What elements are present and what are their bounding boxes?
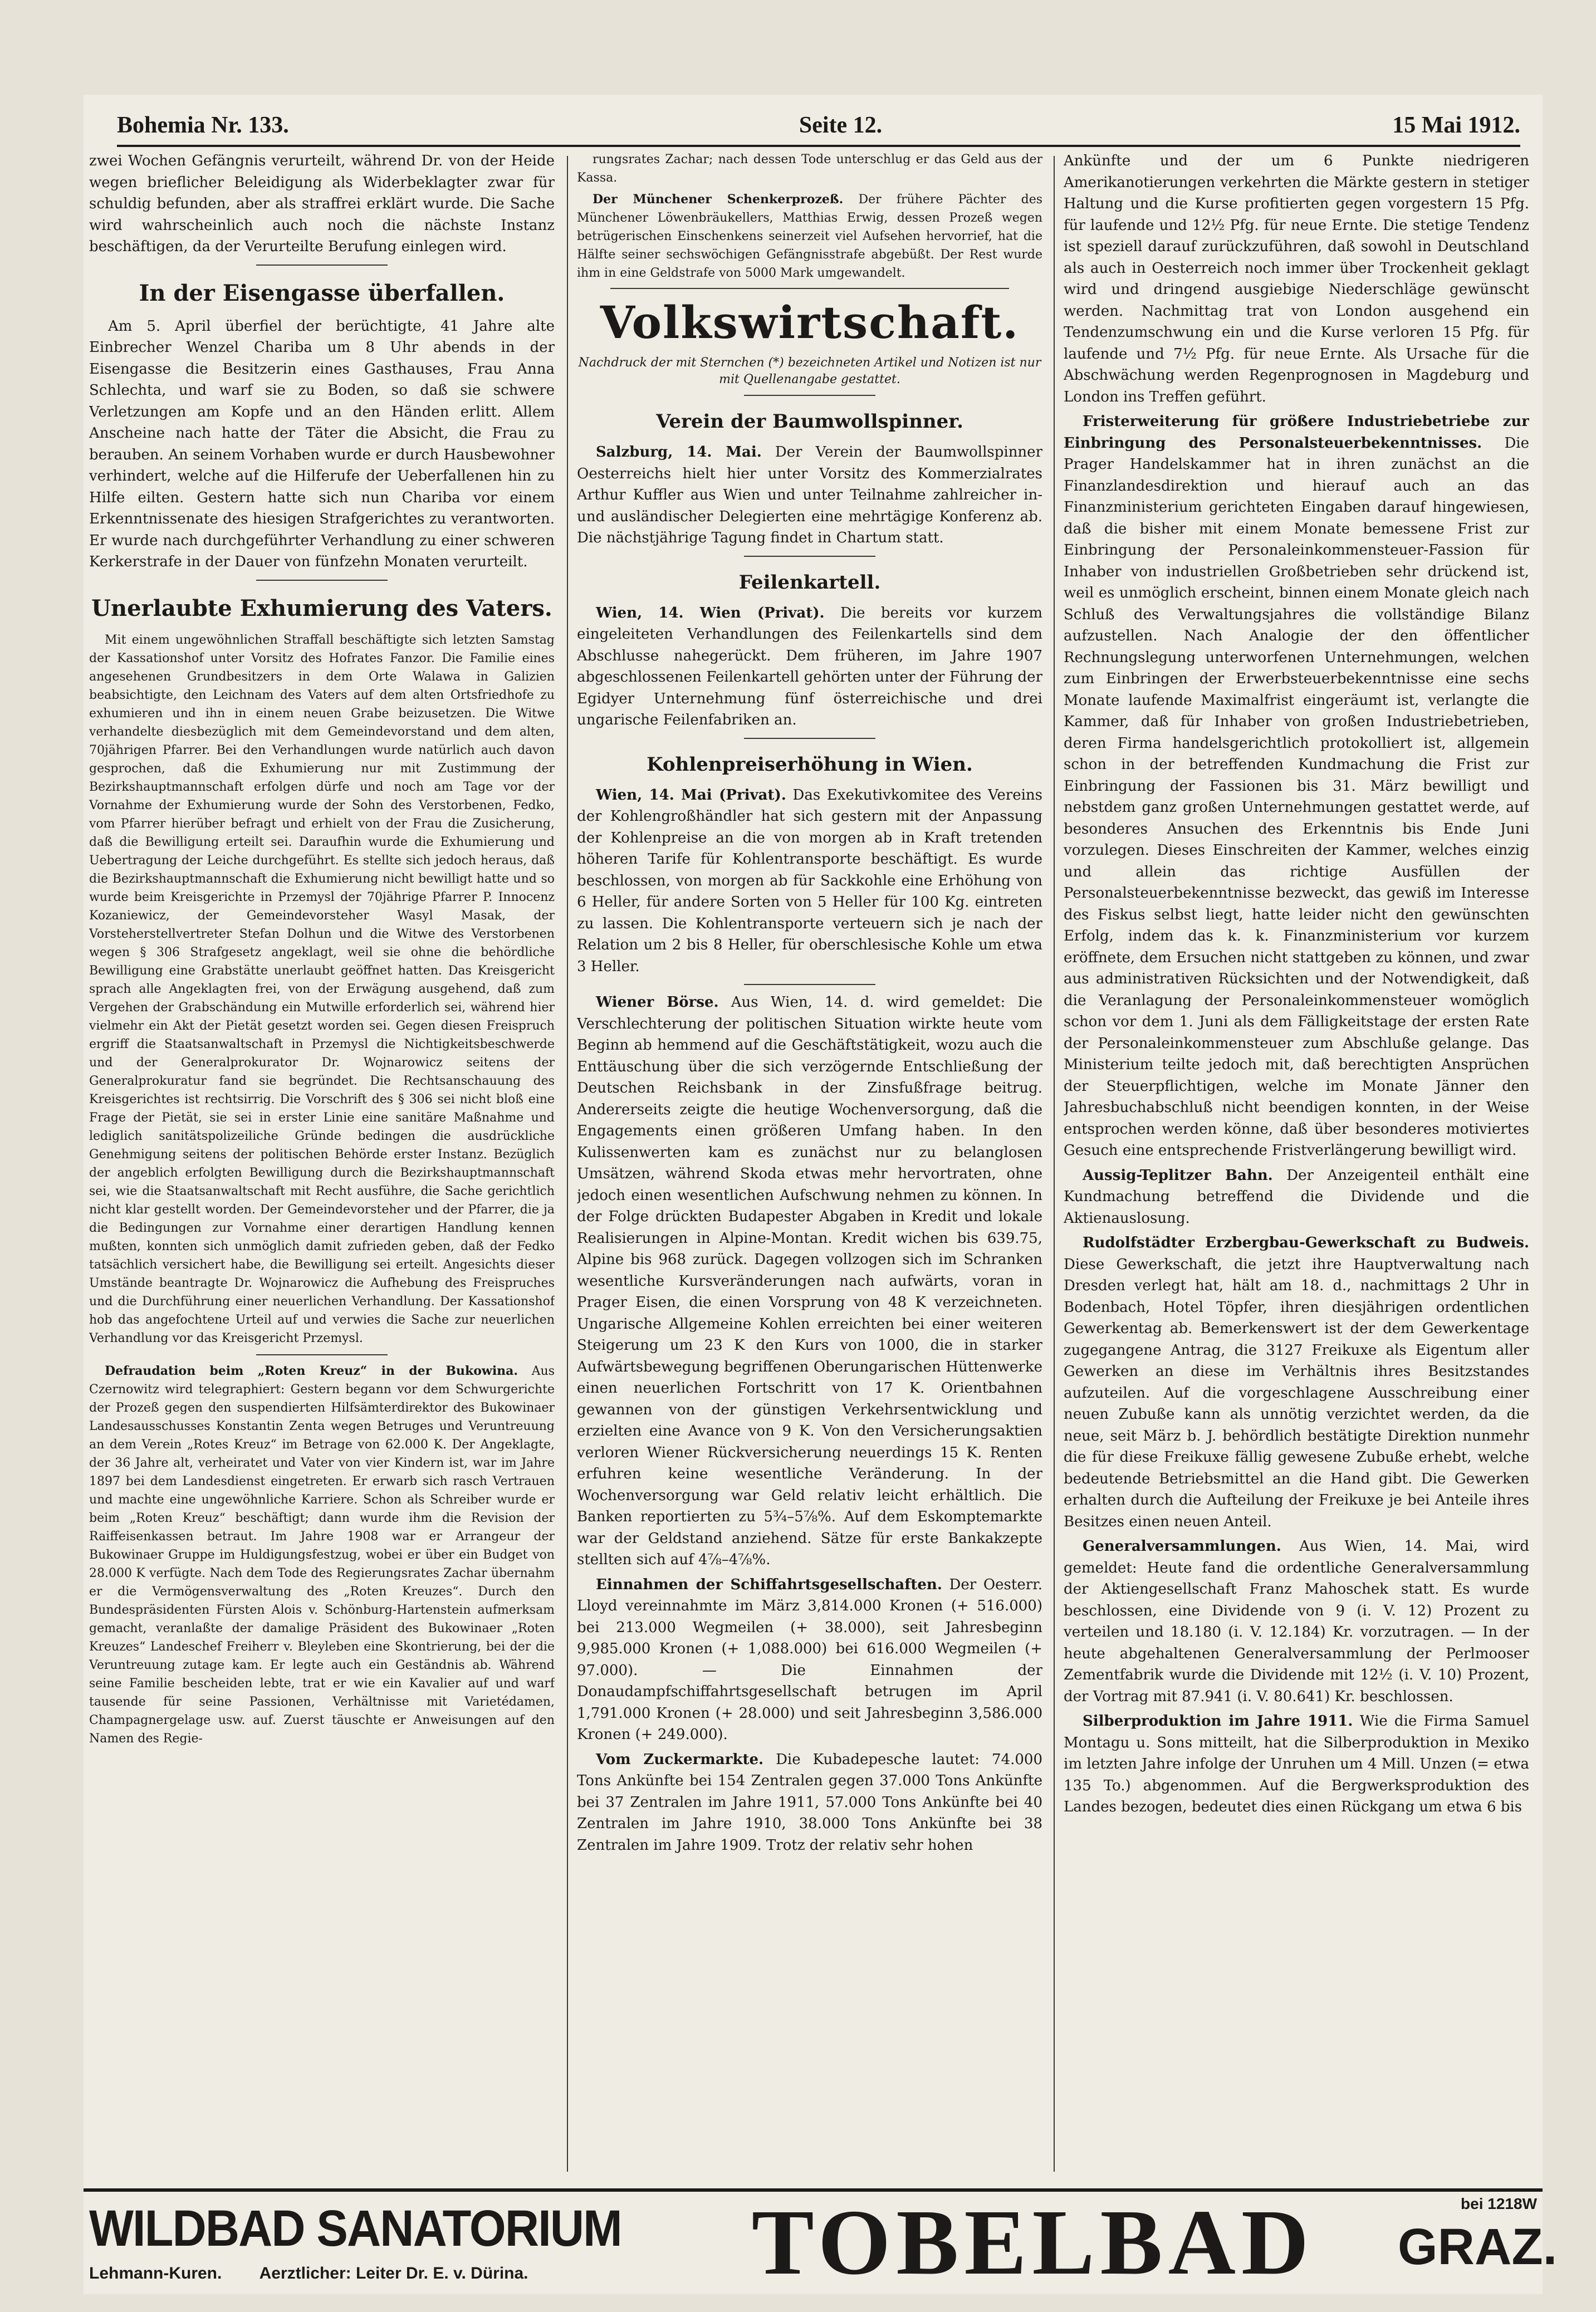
issue-number: Bohemia Nr. 133. <box>117 112 289 138</box>
article-paragraph <box>577 603 1042 731</box>
column-1 <box>89 150 555 2177</box>
section-rule <box>744 738 875 739</box>
article-paragraph <box>577 785 1042 978</box>
article-paragraph <box>89 1362 555 1748</box>
runin-heading: Silberproduktion im Jahre 1911. <box>1083 1713 1353 1730</box>
column-2 <box>577 150 1042 2177</box>
article-text: Diese Gewerkschaft, die jetzt ihre Hauptverwaltung nach Dresden verlegt hat, hält am 18. d., nachmittags 2 Uhr in Bodenbach, Hotel Töpfer, ihren diesjährigen ordentlichen Gewerkentag ab. Bemerkenswert ist der dem Gewerkentage zugegangene Antrag, die 3127 Freikuxe als Eigentum aller Gewerken an diese im Verhältnis ihres Besitzstandes aufzuteilen. Auf die vorgeschlagene Ausschreibung einer neuen Zubuße kann als unnötig verzichtet werden, da die neue, seit März b. J. behördlich bestätigte Direktion nunmehr die für diese Freikuxe fällig gewesene Zubuße erhebt, welche bedeutende Betriebsmittel an die Hand gibt. Die Gewerken erhalten durch die Aufteilung der Freikuxe je bei Anteile ihres Besitzes einen neuen Anteil. <box>1064 1256 1529 1530</box>
ad-medical-director: Aerztlicher: Leiter Dr. E. v. Dürina. <box>259 2264 528 2282</box>
ad-location-block <box>1398 2195 1558 2277</box>
dateline: Wien, 14. Wien (Privat). <box>596 604 825 621</box>
runin-heading: Wiener Börse. <box>596 994 719 1011</box>
article-paragraph <box>1064 1536 1529 1707</box>
runin-heading: Fristerweiterung für größere Industriebetriebe zur Einbringung des Personalsteuerbekenntnisses. <box>1064 413 1529 452</box>
section-title: Volkswirtschaft. <box>600 296 1020 349</box>
article-paragraph <box>577 1574 1042 1746</box>
article-text: Wie die Firma Samuel Montagu u. Sons mitteilt, hat die Silberproduktion in Mexiko im letzten Jahre infolge der Unruhen um 4 Mill. Unzen (= etwa 135 To.) abgenommen. Auf die Bergwerksproduktion des Landes bezogen, bedeutet dies einen Rückgang um etwa 6 bis <box>1064 1713 1529 1815</box>
article-paragraph <box>577 442 1042 549</box>
article-heading: In der Eisengasse überfallen. <box>139 280 505 306</box>
runin-heading: Einnahmen der Schiffahrtsgesellschaften. <box>596 1576 942 1593</box>
ad-sanatorium-title: WILDBAD SANATORIUM <box>89 2200 621 2257</box>
article-continuation: rungsrates Zachar; nach dessen Tode unterschlug er das Geld aus der Kassa. <box>577 153 1042 185</box>
article-text: Aus Czernowitz wird telegraphiert: Gestern begann vor dem Schwurgerichte der Prozeß gegen den suspendierten Hilfsämterdirektor des Bukowinaer Landesausschusses Konstantin Zenta wegen Betruges und Veruntreuung an dem Verein „Rotes Kreuz“ im Betrage von 62.000 K. Der Angeklagte, der 36 Jahre alt, verheiratet und Vater von vier Kindern ist, war im Jahre 1897 bei dem Landesdienst eingetreten. Er erwarb sich rasch Vertrauen und machte eine ungewöhnliche Karriere. Schon als Schreiber wurde er beim „Roten Kreuz“ beschäftigt; dann wurde ihm die Revision der Raiffeisenkassen betraut. Im Jahre 1908 war er Arrangeur der Bukowinaer Gruppe im Huldigungsfestzug, wobei er über ein Budget von 28.000 K verfügte. Nach dem Tode des Regierungsrates Zachar übernahm er die Vermögensverwaltung des „Roten Kreuzes“. Durch den Bundespräsidenten Fürsten Alois v. Schönburg-Hartenstein aufmerksam gemacht, veranlaßte der damalige Präsident des Bukowinaer „Roten Kreuzes“ Landeschef Freiherr v. Bleyleben eine Skontrierung, bei der die Veruntreuung zutage kam. Er legte auch ein Geständnis ab. Während seine Familie bescheiden lebte, trat er wie ein Kavalier auf und warf tausende für seine Passionen, Verhältnisse mit Varietédamen, Champagnergelage usw. auf. Zuerst täuschte er Anweisungen auf den Namen des Regie- <box>89 1364 555 1746</box>
article-paragraph <box>1064 1711 1529 1818</box>
section-rule <box>256 264 388 266</box>
ad-code: bei 1218W <box>1461 2195 1537 2212</box>
article-paragraph: Mit einem ungewöhnlichen Straffall beschäftigte sich letzten Samstag der Kassationshof unter Vorsitz des Hofrates Fanzor. Die Familie eines angesehenen Grundbesitzers in dem Orte Walawa in Galizien beabsichtigte, den Leichnam des Vaters auf dem alten Ortsfriedhofe zu exhumieren und ihn in einem neuen Grabe beizusetzen. Die Witwe verhandelte diesbezüglich mit dem Gemeindevorstand und dem alten, 70jährigen Pfarrer. Bei den Verhandlungen wurde natürlich auch davon gesprochen, daß die Exhumierung nur mit Zustimmung der Bezirkshauptmannschaft erfolgen dürfe und noch am Tage vor der Vornahme der Exhumierung wurde der Sohn des Verstorbenen, Fedko, vom Pfarrer hierüber befragt und erhielt von der Frau die Zusicherung, daß die Bewilligung erteilt sei. Daraufhin wurde die Exhumierung und Uebertragung der Leiche durchgeführt. Es stellte sich jedoch heraus, daß die Bezirkshauptmannschaft die Exhumierung nicht bewilligt hatte und so wurde beim Kreisgerichte in Przemysl der 70jährige Pfarrer P. Innocenz Kozaniewicz, der Gemeindevorsteher Wasyl Masak, der Vorsteherstellvertreter Stefan Dolhun und die Witwe des Verstorbenen wegen § 306 Strafgesetz angeklagt, weil sie ohne die behördliche Bewilligung eine Grabstätte unerlaubt geöffnet hatten. Das Kreisgericht sprach alle Angeklagten frei, von der Erwägung ausgehend, daß zum Vergehen der Grabschändung ein Mutwille erforderlich sei, während hier vielmehr ein Akt der Pietät gesetzt worden sei. Gegen diesen Freispruch ergriff die Staatsanwaltschaft in Przemysl die Nichtigkeitsbeschwerde und der Generalprokurator Dr. Wojnarowicz seitens der Generalprokuratur fand sie begründet. Die Rechtsanschauung des Kreisgerichtes ist rechtsirrig. Die Vorschrift des § 306 sei nicht bloß eine Frage der Pietät, sie sei in erster Linie eine sanitäre Maßnahme und lediglich sanitätspolizeiliche Gründe bedingen die ausdrückliche Genehmigung seitens der politischen Behörde erster Instanz. Bezüglich der angeblich erfolgten Bewilligung durch die Bezirkshauptmannschaft sei, wie die Staatsanwaltschaft mit Recht ausführe, die Sache gerichtlich nicht klar gestellt worden. Der Gemeindevorsteher und der Pfarrer, die ja die Bedingungen zur Vornahme einer derartigen Handlung kennen mußten, konnten sich unmöglich damit zufrieden geben, daß der Fedko tatsächlich versichert habe, die Bewilligung sei erteilt. Angesichts dieser Umstände beantragte Dr. Wojnarowicz die Aufhebung des Freispruches und die Durchführung einer neuerlichen Verhandlung. Der Kassationshof hob das angefochtene Urteil auf und verwies die Sache zur neuerlichen Verhandlung vor das Kreisgericht Przemysl. <box>89 633 555 1345</box>
article-text: Der Oesterr. Lloyd vereinnahmte im März 3,814.000 Kronen (+ 516.000) bei 213.000 Wegmeilen (+ 38.000), seit Jahresbeginn 9,985.000 Kronen (+ 1,088.000) bei 616.000 Wegmeilen (+ 97.000). — Die Einnahmen der Donaudampfschiffahrtsgesellschaft betrugen im April 1,791.000 Kronen (+ 28.000) und seit Jahresbeginn 3,586.000 Kronen (+ 249.000). <box>577 1576 1042 1743</box>
runin-heading: Vom Zuckermarkte. <box>596 1751 764 1768</box>
dateline: Wien, 14. Mai (Privat). <box>596 786 786 804</box>
section-rule <box>256 580 388 581</box>
article-text: Die Prager Handelskammer hat in ihren zunächst an die Finanzlandesdirektion und hierauf auch an das Finanzministerium gerichteten Eingaben darauf hingewiesen, daß die bisher mit einem Monate bemessene Frist zur Einbringung der Personaleinkommensteuer-Fassion für Inhaber von industriellen Großbetrieben sehr drückend ist, weil es unmöglich erscheint, binnen einem Monate gleich nach Schluß des Verwaltungsjahres die vollständige Bilanz aufzustellen. Nach Analogie der den öffentlicher Rechnungslegung unterworfenen Unternehmungen, welchen zum Einbringen der Erwerbsteuerbekenntnisse eine sechs Monate laufende Maximalfrist eingeräumt ist, verlangte die Kammer, daß für Inhaber von großen Industriebetrieben, deren Firma handelsgerichtlich protokolliert ist, allgemein schon in der betreffenden Kundmachung die Frist zur Einbringung der Fassionen bis 31. März bewilligt und nebstdem ganz großen Unternehmungen gestattet werde, auf besonderes Ansuchen des Erkenntnis bis Ende Juni vorzulegen. Dieses Einschreiten der Kammer, welches einzig und allein das richtige Ausfüllen der Personalsteuerbekenntnisse bezweckt, das gewiß im Interesse des Fiskus selbst liegt, hatte leider nicht den gewünschten Erfolg, indem das k. k. Finanzministerium vor kurzem eröffnete, dem Ersuchen nicht stattgeben zu können, und zwar aus administrativen Rücksichten und der Notwendigkeit, daß die Veranlagung der Personaleinkommensteuer womöglich schon vor dem 1. Juni als dem Fälligkeitstage der ersten Rate der Personaleinkommensteuer zum Abschluße gelange. Das Ministerium teilte jedoch mit, daß berechtigten Ansprüchen der Steuerpflichtigen, welche im Monate Jänner den Jahresbuchabschluß nicht beendigen konnten, in der Weise entsprochen werden könne, daß über besonderes motiviertes Gesuch eine entsprechende Fristverlängerung bewilligt wird. <box>1064 434 1529 1159</box>
article-text: Der Verein der Baumwollspinner Oesterreichs hielt hier unter Vorsitz des Kommerzialrates Arthur Kuffler aus Wien und unter Teilnahme zahlreicher in- und ausländischer Delegierten eine mehrtägige Konferenz ab. Die nächstjährige Tagung findet in Chartum statt. <box>577 444 1042 546</box>
article-continuation: Ankünfte und der um 6 Punkte niedrigeren Amerikanotierungen verkehrten die Märkte gestern in stetiger Haltung und die Kurse profitierten gegen vorgestern 15 Pfg. für laufende und 12½ Pfg. für neue Ernte. Die stetige Tendenz ist speziell darauf zurückzuführen, daß sowohl in Deutschland als auch in Oesterreich noch immer über Trockenheit geklagt wird und dringend ausgiebige Niederschläge gewünscht werden. Nachmittag trat von London ausgehend ein Tendenzumschwung ein und die Kurse verloren 15 Pfg. für laufende und 7½ Pfg. für neue Ernte. Als Ursache für die Abschwächung werden Regenprognosen in Magdeburg und London ins Treffen geführt. <box>1064 153 1529 405</box>
reprint-note: Nachdruck der mit Sternchen (*) bezeichneten Artikel und Notizen ist nur mit Quellenangabe gestattet. <box>578 356 1041 386</box>
ad-resort-name: TOBELBAD <box>751 2191 1315 2294</box>
article-text: Aus Wien, 14. Mai, wird gemeldet: Heute fand die ordentliche Generalversammlung der Aktiengesellschaft Franz Mahoschek statt. Es wurde beschlossen, eine Dividende von 9 (i. V. 12) Prozent zu verteilen und 18.180 (i. V. 12.184) Kr. vorzutragen. — In der heute abgehaltenen Generalversammlung der Perlmooser Zementfabrik wurde die Dividende mit 12½ (i. V. 10) Prozent, der Vortrag mit 87.941 (i. V. 80.641) Kr. beschlossen. <box>1064 1538 1529 1705</box>
article-paragraph <box>577 190 1042 282</box>
article-paragraph <box>1064 1165 1529 1230</box>
advertisement-banner <box>84 2188 1558 2298</box>
article-paragraph <box>577 992 1042 1571</box>
page-number: Seite 12. <box>799 112 883 138</box>
section-rule <box>744 395 875 396</box>
ad-city: GRAZ. <box>1398 2218 1558 2275</box>
article-text: Der frühere Pächter des Münchener Löwenbräukellers, Matthias Erwig, dessen Prozeß wegen betrügerischen Einschenkens seinerzeit viel Aufsehen hervorrief, hat die Hälfte seiner sechswöchigen Gefängnisstrafe abgebüßt. Der Rest wurde ihm in eine Geldstrafe von 5000 Mark umgewandelt. <box>577 193 1042 280</box>
article-text: Der Anzeigenteil enthält eine Kundmachung betreffend die Dividende und die Aktienauslosung. <box>1064 1167 1529 1227</box>
issue-date: 15 Mai 1912. <box>1392 112 1520 138</box>
runin-heading: Generalversammlungen. <box>1083 1538 1281 1555</box>
column-divider <box>1054 156 1055 2172</box>
article-text: Die bereits vor kurzem eingeleiteten Verhandlungen des Feilenkartells sind dem Abschlusse nahegerückt. Dem früheren, im Jahre 1907 abgeschlossenen Feilenkartell gehörten unter der Führung der Egidyer Unternehmung fünf österreichische und drei ungarische Feilenfabriken an. <box>577 604 1042 728</box>
article-paragraph <box>1064 411 1529 1162</box>
column-3 <box>1064 150 1529 2177</box>
ad-sanatorium-subline <box>89 2264 646 2283</box>
article-text: Das Exekutivkomitee des Vereins der Kohlengroßhändler hat sich gestern mit der Anpassung der Kohlenpreise an die von morgen ab in Kraft tretenden höheren Tarife für Kohlentransporte beschäftigt. Es wurde beschlossen, von morgen ab für Sackkohle eine Erhöhung von 6 Heller, für andere Sorten von 5 Heller für 100 Kg. eintreten zu lassen. Die Kohlentransporte verteuern sich je nach der Relation um 2 bis 8 Heller, für oberschlesische Kohle um etwa 3 Heller. <box>577 786 1042 975</box>
article-paragraph: Am 5. April überfiel der berüchtigte, 41 Jahre alte Einbrecher Wenzel Chariba um 8 Uhr abends in der Eisengasse die Besitzerin eines Gasthauses, Frau Anna Schlechta, und warf sie zu Boden, so daß sie schwere Verletzungen am Kopfe und an den Händen erlitt. Allem Anscheine nach hatte der Täter die Absicht, die Frau zu berauben. An seinem Vorhaben wurde er durch Hausbewohner verhindert, welche auf die Hilferufe der Ueberfallenen hin zu Hilfe eilten. Gestern hatte sich nun Chariba vor einem Erkenntnissenate des hiesigen Strafgerichtes zu verantworten. Er wurde nach durchgeführter Verhandlung zu einer schweren Kerkerstrafe in der Dauer von fünfzehn Monaten verurteilt. <box>89 317 555 570</box>
article-heading: Unerlaubte Exhumierung des Vaters. <box>91 595 552 621</box>
article-paragraph <box>1064 1232 1529 1532</box>
dateline: Salzburg, 14. Mai. <box>596 444 762 461</box>
newspaper-page <box>84 95 1558 2294</box>
runin-heading: Aussig-Teplitzer Bahn. <box>1083 1167 1273 1184</box>
section-rule <box>744 984 875 985</box>
section-rule <box>744 556 875 557</box>
runin-heading: Rudolfstädter Erzbergbau-Gewerkschaft zu Budweis. <box>1083 1235 1529 1251</box>
article-text: Aus Wien, 14. d. wird gemeldet: Die Verschlechterung der politischen Situation wirkte heute vom Beginn ab hemmend auf die Geschäftstätigkeit, wozu auch die Enttäuschung über die sich verzögernde Entschließung der Deutschen Reichsbank in der Zinsfußfrage beitrug. Andererseits zeigte die heutige Wochenversorgung, daß die Engagements einen größeren Umfang haben. In den Kulissenwerten kam es zunächst nur zu belanglosen Umsätzen, während Skoda etwas mehr hervortraten, ohne jedoch einen wesentlichen Aufschwung nehmen zu können. In der Folge drückten Budapester Abgaben in Kredit und lokale Realisierungen in Alpine-Montan. Kredit wichen bis 639.75, Alpine bis 968 zurück. Dagegen vollzogen sich im Schranken wesentliche Kursveränderungen nach aufwärts, voran in Prager Eisen, die einen Vorsprung von 48 K verzeichneten. Ungarische Allgemeine Kohlen erreichten bei einer weiteren Steigerung um 23 K den Kurs von 1000, die in starker Aufwärtsbewegung begriffenen Oberungarischen Hüttenwerke einen neuerlichen Fortschritt von 17 K. Orientbahnen gewannen von der günstigen Verkehrsentwicklung und erzielten eine Avance von 9 K. Von den Versicherungsaktien verloren Wiener Rückversicherung neuerdings 15 K. Renten erfuhren keine wesentliche Veränderung. In der Wochenversorgung war Geld relativ leicht erhältlich. Die Banken reportierten zu 5¾–5⅞%. Auf dem Eskomptemarkte war der Geldstand anziehend. Sätze für erste Bankakzepte stellten sich auf 4⅞–4⅞%. <box>577 994 1042 1568</box>
section-rule <box>610 288 1009 289</box>
column-divider <box>567 156 568 2172</box>
runin-heading: Der Münchener Schenkerprozeß. <box>593 192 844 207</box>
article-heading: Verein der Baumwollspinner. <box>656 410 963 433</box>
article-paragraph <box>577 1749 1042 1857</box>
page-header <box>117 106 1520 147</box>
article-heading: Feilenkartell. <box>738 571 881 594</box>
runin-heading: Defraudation beim „Roten Kreuz“ in der Bukowina. <box>105 1363 518 1378</box>
article-continuation: zwei Wochen Gefängnis verurteilt, während Dr. von der Heide wegen brieflicher Beleidigung als Widerbeklagter zwar für schuldig befunden, aber als straffrei erklärt wurde. Die Sache wird wahrscheinlich auch noch die nächste Instanz beschäftigen, da der Verurteilte Berufung einlegen wird. <box>89 153 555 255</box>
ad-treatment: Lehmann-Kuren. <box>89 2264 222 2282</box>
article-text: Die Kubadepesche lautet: 74.000 Tons Ankünfte bei 154 Zentralen gegen 37.000 Tons Ankünfte bei 37 Zentralen im Jahre 1911, 57.000 Tons Ankünfte bei 40 Zentralen im Jahre 1910, 38.000 Tons Ankünfte bei 38 Zentralen im Jahre 1909. Trotz der relativ sehr hohen <box>577 1751 1042 1854</box>
section-rule <box>256 1354 388 1355</box>
article-heading: Kohlenpreiserhöhung in Wien. <box>647 753 973 776</box>
